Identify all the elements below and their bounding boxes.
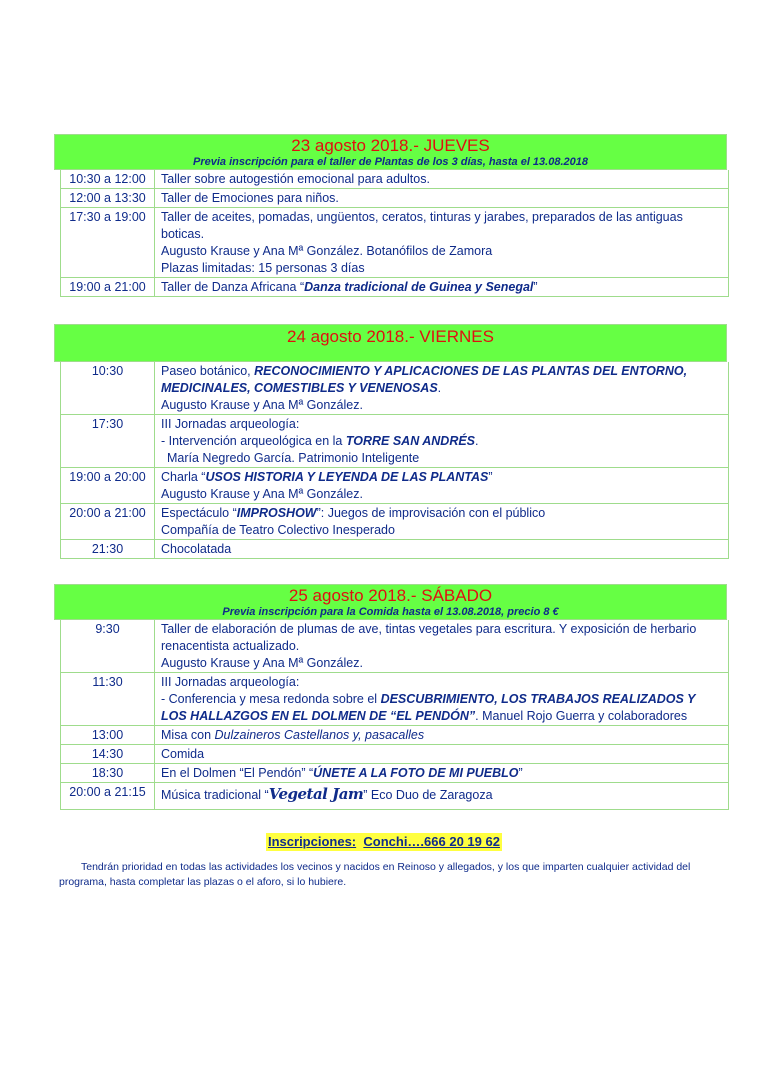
activity-cell (155, 783, 728, 809)
time-cell: 9:30 (61, 620, 155, 672)
activity-line: Augusto Krause y Ana Mª González. (161, 398, 363, 412)
table-row (61, 189, 728, 208)
activity-highlight: LOS HALLAZGOS EN EL DOLMEN DE “EL PENDÓN” (161, 709, 476, 723)
table-row (61, 620, 728, 673)
activity-line: Plazas limitadas: 15 personas 3 días (161, 261, 365, 275)
time-cell: 17:30 a 19:00 (61, 208, 155, 277)
activity-line: Augusto Krause y Ana Mª González. (161, 656, 363, 670)
time-cell: 10:30 (61, 362, 155, 414)
activity-text: Charla “ (161, 470, 206, 484)
activity-cell: Taller de Emociones para niños. (161, 191, 339, 205)
day-title: 23 agosto 2018.- JUEVES (291, 136, 490, 155)
activity-cell (155, 415, 728, 467)
table-row (61, 764, 728, 783)
table-row (61, 208, 728, 278)
activity-highlight: USOS HISTORIA Y LEYENDA DE LAS PLANTAS (205, 470, 489, 484)
time-cell: 20:00 a 21:00 (61, 504, 155, 539)
time-cell: 10:30 a 12:00 (61, 170, 155, 188)
day-header (54, 584, 727, 620)
activity-cell: Comida (161, 747, 205, 761)
day-header (54, 324, 727, 362)
activity-highlight: RECONOCIMIENTO Y APLICACIONES DE LAS PLANTAS DEL ENTORNO, (254, 364, 688, 378)
activity-cell (155, 764, 728, 782)
time-cell: 11:30 (61, 673, 155, 725)
time-cell: 14:30 (61, 745, 155, 763)
table-row (61, 468, 728, 504)
schedule-table (60, 620, 729, 810)
activity-line: Augusto Krause y Ana Mª González. Botanófilos de Zamora (161, 244, 493, 258)
activity-cell (155, 726, 728, 744)
day-jueves (54, 134, 727, 297)
activity-line: III Jornadas arqueología: (161, 675, 300, 689)
table-row (61, 783, 728, 810)
activity-cell (155, 468, 728, 503)
time-cell: 12:00 a 13:30 (61, 189, 155, 207)
activity-text: Misa con (161, 728, 215, 742)
activity-text: ” (488, 470, 493, 484)
activity-text: En el Dolmen “El Pendón” “ (161, 766, 314, 780)
activity-line: María Negredo García. Patrimonio Inteligente (167, 451, 420, 465)
activity-line: renacentista actualizado. (161, 639, 300, 653)
table-row (61, 726, 728, 745)
table-row (61, 415, 728, 468)
activity-text: Taller de Danza Africana “ (161, 280, 305, 294)
table-row (61, 362, 728, 415)
day-header (54, 134, 727, 170)
activity-highlight: DESCUBRIMIENTO, LOS TRABAJOS REALIZADOS Y (380, 692, 696, 706)
day-sabado (54, 584, 727, 810)
activity-cell (155, 673, 728, 725)
activity-highlight: ÚNETE A LA FOTO DE MI PUEBLO (313, 766, 519, 780)
activity-cell (155, 278, 728, 296)
activity-highlight: Dulzaineros Castellanos y, pasacalles (214, 728, 425, 742)
activity-text: . (437, 381, 442, 395)
activity-line (161, 469, 728, 486)
activity-line (161, 708, 728, 725)
day-note: Previa inscripción para la Comida hasta el 13.08.2018, precio 8 € (222, 606, 559, 618)
activity-line: Taller de aceites, pomadas, ungüentos, ceratos, tinturas y jarabes, preparados de las antiguas (161, 210, 683, 224)
time-cell: 18:30 (61, 764, 155, 782)
activity-text: Espectáculo “ (161, 506, 237, 520)
registration-contact (266, 833, 502, 851)
activity-line: Compañía de Teatro Colectivo Inesperado (161, 523, 395, 537)
time-cell: 19:00 a 20:00 (61, 468, 155, 503)
time-cell: 13:00 (61, 726, 155, 744)
table-row (61, 504, 728, 540)
activity-text: Música tradicional “ (161, 788, 269, 802)
activity-highlight: MEDICINALES, COMESTIBLES Y VENENOSAS (161, 381, 438, 395)
priority-note: Tendrán prioridad en todas las actividades los vecinos y nacidos en Reinoso y allegados, y los que imparten cualquier actividad del programa, hasta completar las plazas o el aforo, si lo hubiere. (59, 861, 691, 888)
activity-line (161, 505, 728, 522)
time-cell: 17:30 (61, 415, 155, 467)
activity-line (161, 380, 728, 397)
activity-text: - Conferencia y mesa redonda sobre el (161, 692, 381, 706)
activity-line: III Jornadas arqueología: (161, 417, 300, 431)
day-title: 25 agosto 2018.- SÁBADO (288, 586, 493, 605)
time-cell: 20:00 a 21:15 (61, 783, 155, 809)
table-row (61, 673, 728, 726)
activity-line (161, 433, 728, 450)
activity-cell: Taller sobre autogestión emocional para adultos. (161, 172, 430, 186)
activity-highlight: Danza tradicional de Guinea y Senegal (304, 280, 534, 294)
registration-phone: Conchi….666 20 19 62 (363, 834, 500, 849)
activity-line (161, 691, 728, 708)
activity-text: . (475, 434, 479, 448)
table-row (61, 278, 728, 297)
table-row (61, 745, 728, 764)
time-cell: 19:00 a 21:00 (61, 278, 155, 296)
table-row (61, 170, 728, 189)
activity-text: - Intervención arqueológica en la (161, 434, 346, 448)
activity-highlight: IMPROSHOW (236, 506, 317, 520)
registration-label: Inscripciones: (268, 834, 357, 849)
activity-highlight: TORRE SAN ANDRÉS (345, 434, 476, 448)
activity-line: Taller de elaboración de plumas de ave, tintas vegetales para escritura. Y exposición de herbario (161, 622, 697, 636)
activity-line: Augusto Krause y Ana Mª González. (161, 487, 363, 501)
activity-cell (155, 208, 728, 277)
band-logo-text: Vegetal Jam (268, 785, 364, 803)
activity-text: ” (518, 766, 523, 780)
activity-cell: Chocolatada (161, 542, 232, 556)
activity-line (161, 363, 728, 380)
activity-text: ”: Juegos de improvisación con el público (316, 506, 546, 520)
day-note: Previa inscripción para el taller de Plantas de los 3 días, hasta el 13.08.2018 (193, 156, 588, 168)
activity-line: boticas. (161, 227, 205, 241)
schedule-table (60, 170, 729, 297)
time-cell: 21:30 (61, 540, 155, 558)
table-row (61, 540, 728, 559)
activity-text: ” (533, 280, 538, 294)
schedule-table (60, 362, 729, 559)
activity-text: Paseo botánico, (161, 364, 255, 378)
activity-text: . Manuel Rojo Guerra y colaboradores (475, 709, 688, 723)
day-viernes (54, 324, 727, 559)
activity-cell (155, 362, 728, 414)
activity-cell (155, 504, 728, 539)
activity-text: ” Eco Duo de Zaragoza (363, 788, 493, 802)
day-title: 24 agosto 2018.- VIERNES (287, 327, 494, 346)
activity-cell (155, 620, 728, 672)
